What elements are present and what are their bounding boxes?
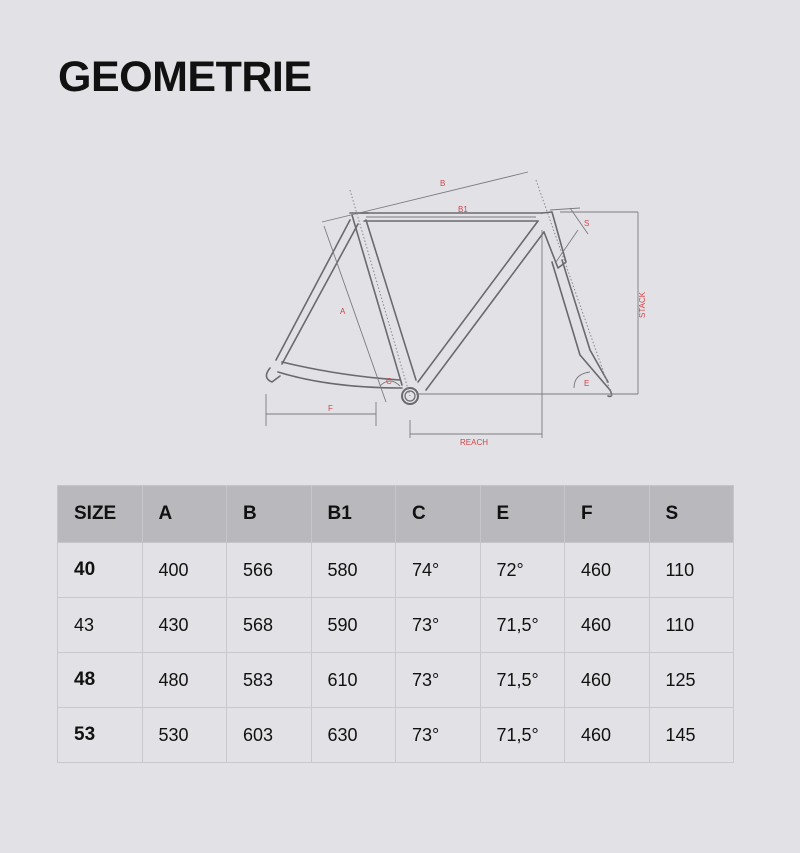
- cell-size: 43: [58, 598, 143, 653]
- label-c: C: [386, 377, 392, 386]
- cell-a: 530: [142, 708, 227, 763]
- cell-s: 125: [649, 653, 734, 708]
- cell-f: 460: [565, 653, 650, 708]
- cell-b: 566: [227, 543, 312, 598]
- cell-size: 40: [58, 543, 143, 598]
- page-title: GEOMETRIE: [58, 53, 312, 101]
- table-header-row: [58, 486, 734, 543]
- col-header-size: SIZE: [58, 486, 143, 543]
- cell-e: 71,5°: [480, 598, 565, 653]
- col-header-s: S: [649, 486, 734, 543]
- table-row: [58, 543, 734, 598]
- cell-s: 110: [649, 543, 734, 598]
- frame-geometry-diagram: [240, 150, 660, 460]
- cell-b: 603: [227, 708, 312, 763]
- cell-f: 460: [565, 598, 650, 653]
- cell-a: 400: [142, 543, 227, 598]
- col-header-a: A: [142, 486, 227, 543]
- cell-a: 480: [142, 653, 227, 708]
- cell-s: 110: [649, 598, 734, 653]
- geometry-table: [57, 485, 734, 763]
- cell-b: 583: [227, 653, 312, 708]
- cell-b1: 590: [311, 598, 396, 653]
- cell-e: 72°: [480, 543, 565, 598]
- cell-size: 48: [58, 653, 143, 708]
- label-a: A: [340, 307, 346, 316]
- col-header-c: C: [396, 486, 481, 543]
- cell-c: 73°: [396, 653, 481, 708]
- col-header-f: F: [565, 486, 650, 543]
- cell-e: 71,5°: [480, 653, 565, 708]
- cell-b1: 610: [311, 653, 396, 708]
- col-header-b: B: [227, 486, 312, 543]
- col-header-b1: B1: [311, 486, 396, 543]
- cell-b: 568: [227, 598, 312, 653]
- cell-c: 74°: [396, 543, 481, 598]
- table-row: [58, 708, 734, 763]
- table-row: [58, 653, 734, 708]
- label-b: B: [440, 179, 446, 188]
- cell-c: 73°: [396, 708, 481, 763]
- bike-frame-drawing: [240, 150, 660, 460]
- cell-s: 145: [649, 708, 734, 763]
- cell-f: 460: [565, 543, 650, 598]
- cell-b1: 580: [311, 543, 396, 598]
- cell-c: 73°: [396, 598, 481, 653]
- label-stack: STACK: [638, 291, 647, 318]
- label-s: S: [584, 219, 590, 228]
- cell-size: 53: [58, 708, 143, 763]
- col-header-e: E: [480, 486, 565, 543]
- label-e: E: [584, 379, 590, 388]
- cell-f: 460: [565, 708, 650, 763]
- cell-b1: 630: [311, 708, 396, 763]
- label-f: F: [328, 404, 333, 413]
- label-reach: REACH: [460, 438, 489, 447]
- table-row: [58, 598, 734, 653]
- cell-e: 71,5°: [480, 708, 565, 763]
- label-b1: B1: [458, 205, 468, 214]
- cell-a: 430: [142, 598, 227, 653]
